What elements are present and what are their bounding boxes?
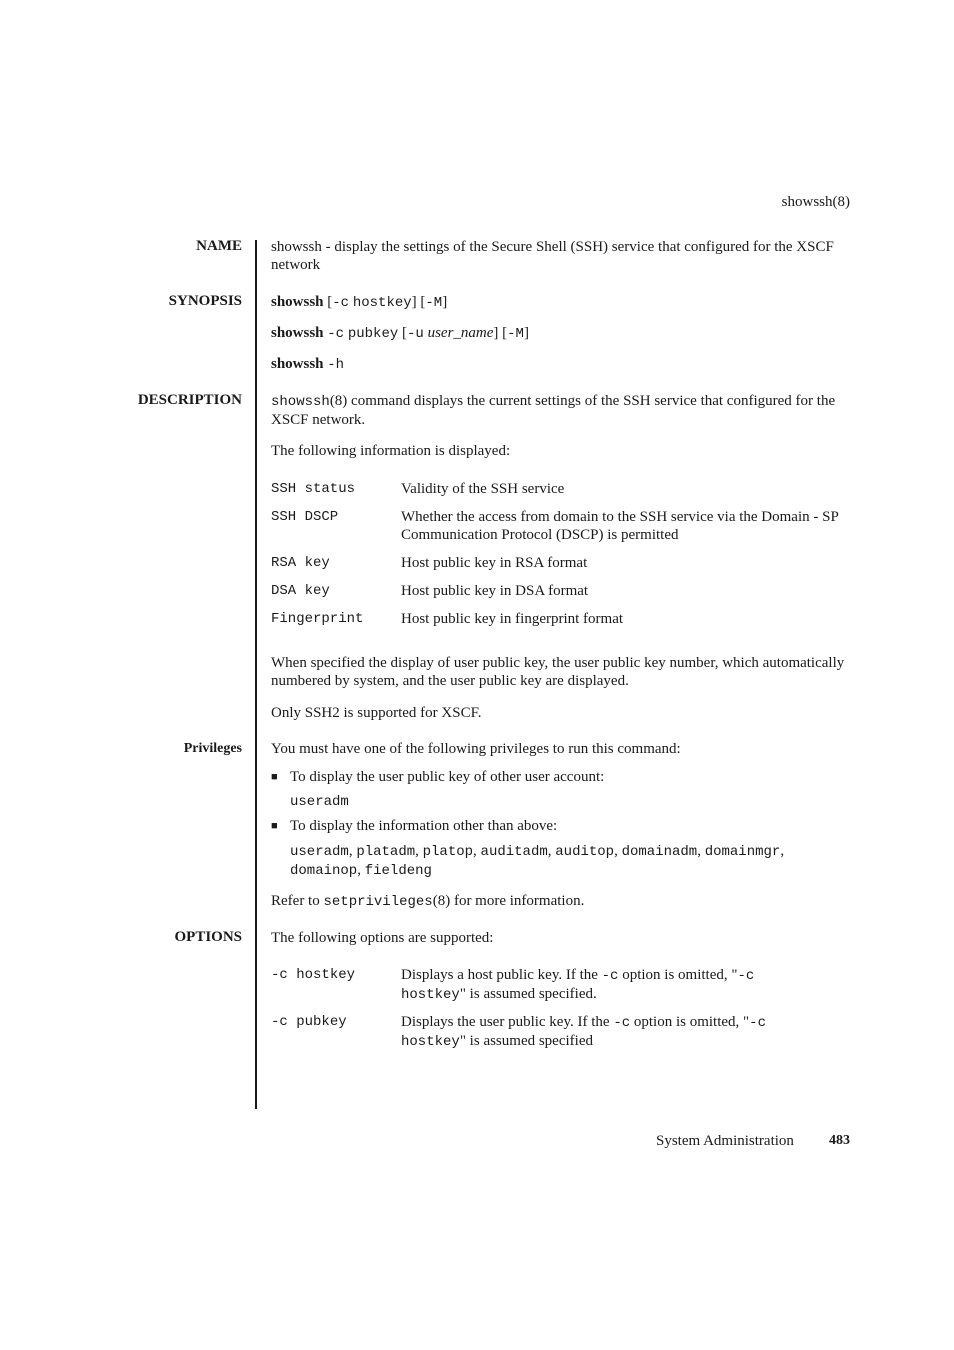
description-para-1: showssh(8) command displays the current settings of the SSH service that configured for the XSCF network. xyxy=(271,393,836,428)
synopsis-label: SYNOPSIS xyxy=(168,293,242,309)
info-term: DSA key xyxy=(271,583,330,599)
running-head: showssh(8) xyxy=(781,194,850,210)
section-rule xyxy=(255,240,257,1109)
option-term: -c hostkey xyxy=(271,967,356,983)
info-term: RSA key xyxy=(271,555,330,571)
info-term: SSH status xyxy=(271,481,356,497)
name-text: showssh - display the settings of the Secure Shell (SSH) service that configured for the XSCF network xyxy=(271,239,834,273)
description-label: DESCRIPTION xyxy=(137,392,242,408)
synopsis-line-2: showssh -c pubkey [-u user_name] [-M] xyxy=(271,325,529,342)
info-def: Validity of the SSH service xyxy=(401,481,565,497)
info-def: Whether the access from domain to the SSH service via the Domain - SP Communication Protocol (DSCP) is permitted xyxy=(401,509,839,543)
privileges-intro: You must have one of the following privileges to run this command: xyxy=(271,741,681,757)
description-para-4: Only SSH2 is supported for XSCF. xyxy=(271,705,482,721)
info-term: SSH DSCP xyxy=(271,509,339,525)
name-label: NAME xyxy=(196,238,242,254)
footer-section: System Administration xyxy=(656,1133,794,1149)
privileges-bullet-1: To display the user public key of other user account: xyxy=(290,769,605,785)
privileges-label: Privileges xyxy=(183,741,242,756)
info-def: Host public key in RSA format xyxy=(401,555,588,571)
privileges-bullet-1-privs: useradm xyxy=(290,794,349,810)
bullet-icon: ■ xyxy=(271,771,278,783)
synopsis-line-1: showssh [-c hostkey] [-M] xyxy=(271,294,448,311)
privileges-bullet-2: To display the information other than above: xyxy=(290,818,558,834)
info-def: Host public key in fingerprint format xyxy=(401,611,624,627)
privileges-bullet-2-privs: useradm, platadm, platop, auditadm, auditop, domainadm, domainmgr, domainop, fieldeng xyxy=(290,843,785,879)
info-def: Host public key in DSA format xyxy=(401,583,589,599)
options-label: OPTIONS xyxy=(174,929,242,945)
description-para-3: When specified the display of user public key, the user public key number, which automatically numbered by system, and the user public key are displayed. xyxy=(271,655,845,689)
option-term: -c pubkey xyxy=(271,1014,347,1030)
description-para-2: The following information is displayed: xyxy=(271,443,511,459)
options-intro: The following options are supported: xyxy=(271,930,494,946)
bullet-icon: ■ xyxy=(271,820,278,832)
synopsis-line-3: showssh -h xyxy=(271,356,345,373)
option-def: Displays the user public key. If the -c option is omitted, "-c hostkey" is assumed specified xyxy=(401,1014,766,1050)
privileges-refer: Refer to setprivileges(8) for more information. xyxy=(271,893,585,910)
page-number: 483 xyxy=(829,1133,850,1148)
info-term: Fingerprint xyxy=(271,611,364,627)
option-def: Displays a host public key. If the -c option is omitted, "-c hostkey" is assumed specified. xyxy=(401,967,755,1003)
